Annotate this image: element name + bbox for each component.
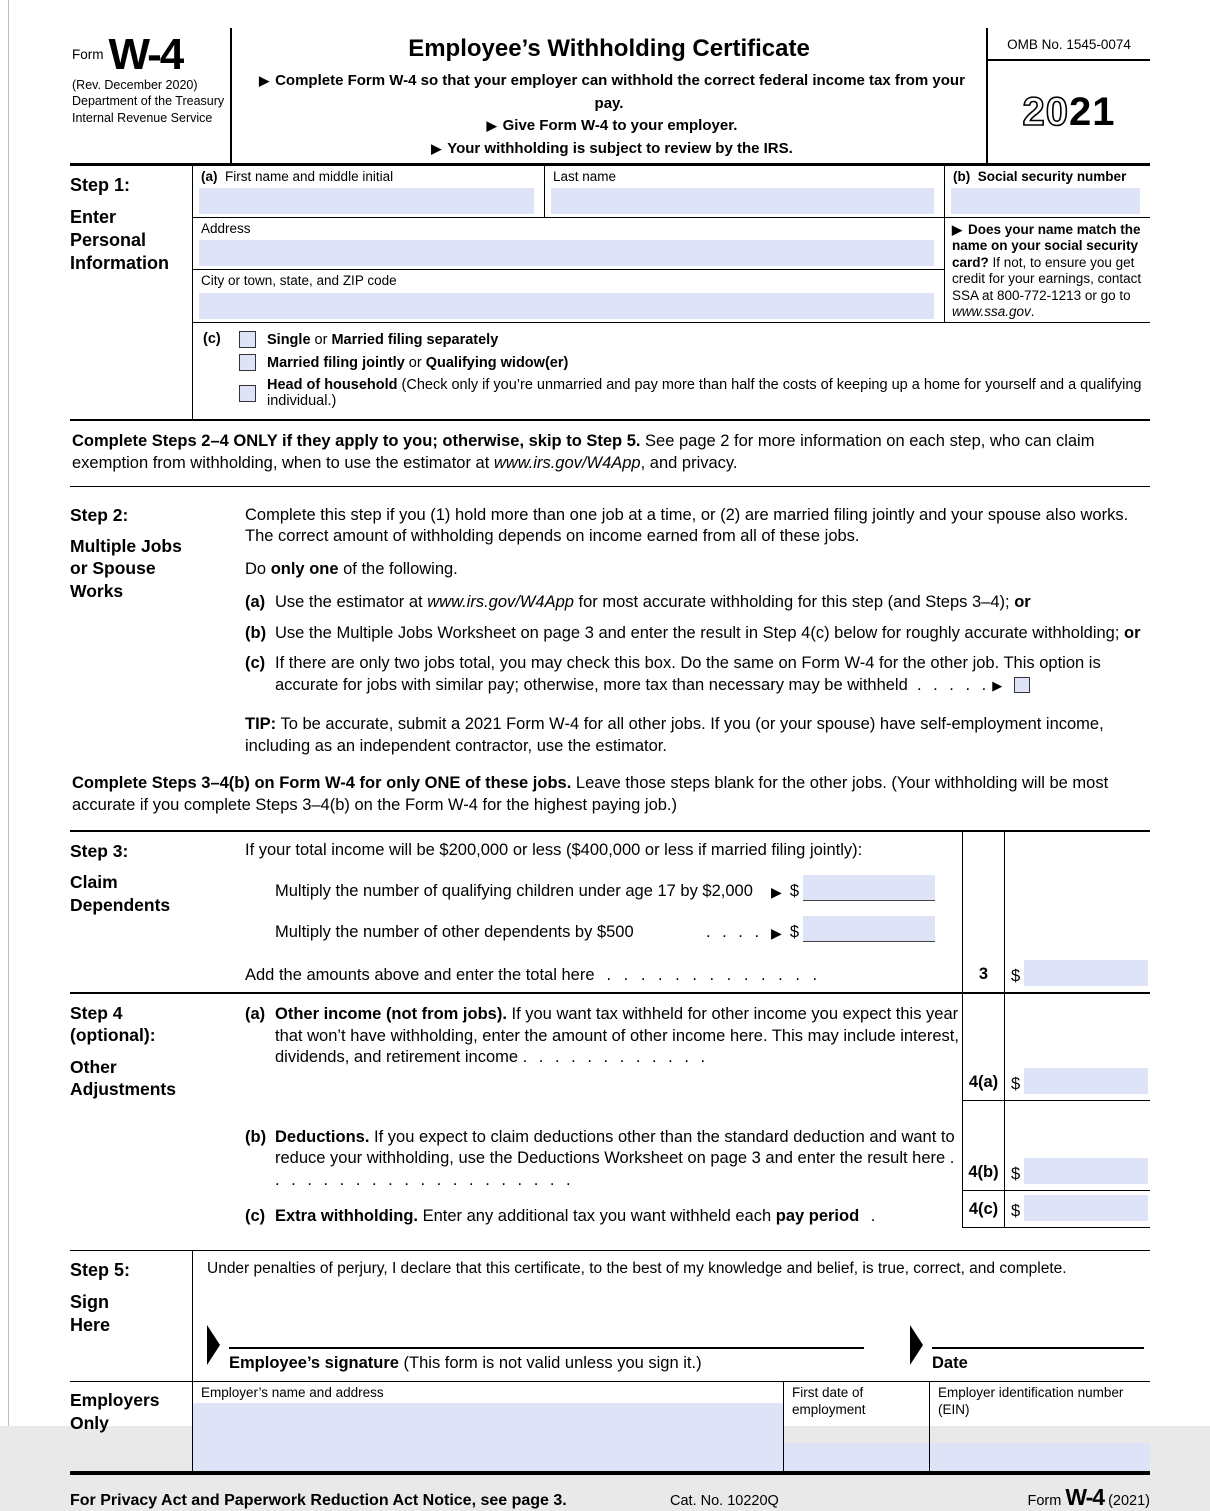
catalog-number: Cat. No. 10220Q xyxy=(670,1492,779,1509)
step3-intro: If your total income will be $200,000 or less ($400,000 or less if married filing jointly): xyxy=(245,840,863,859)
ssn-input[interactable] xyxy=(951,188,1140,214)
two-jobs-checkbox[interactable] xyxy=(1014,677,1030,693)
step5-section xyxy=(70,1250,1150,1381)
header-bullet-3: ▶ Your withholding is subject to review by the IRS. xyxy=(431,139,793,157)
form-identity-block xyxy=(70,28,230,163)
form-revision: (Rev. December 2020) xyxy=(72,78,198,92)
employer-name-address-input[interactable] xyxy=(193,1403,783,1471)
step2-item-a: (a) Use the estimator at www.irs.gov/W4App for most accurate withholding for this step (and Steps 3–4); or xyxy=(245,592,1031,611)
first-name-cell xyxy=(193,166,545,218)
ein-input[interactable] xyxy=(930,1443,1150,1471)
dollar-sign: $ xyxy=(1011,1074,1021,1093)
steps-2-4-notice: Complete Steps 2–4 ONLY if they apply to you; otherwise, skip to Step 5. See page 2 for more information on each step, who can claim exemption from withholding, when to use the estimator at www.irs.gov/W4App, and privacy. xyxy=(70,421,1150,487)
step5-subtitle: Sign Here xyxy=(70,1291,111,1336)
city-input[interactable] xyxy=(199,293,934,319)
ssn-match-note: ▶ Does your name match the name on your social security card? If not, to ensure you get credit for your earnings, contact SSA at 800-772-1213 or go to www.ssa.gov. xyxy=(944,218,1150,323)
arrow-right-icon: ▶ xyxy=(486,118,497,133)
dollar-sign: $ xyxy=(789,881,799,900)
perjury-declaration: Under penalties of perjury, I declare that this certificate, to the best of my knowledge and belief, is true, correct, and complete. xyxy=(207,1259,1067,1277)
step3-subtitle: Claim Dependents xyxy=(70,872,171,915)
steps-3-4b-notice: Complete Steps 3–4(b) on Form W-4 for only ONE of these jobs. Leave those steps blank for the other jobs. (Your withholding will be most accurate if you complete Steps 3–4(b) on the Form W-4 for the highest paying job.) xyxy=(70,767,1150,832)
step2-item-c: (c) If there are only two jobs total, you may check this box. Do the same on Form W-4 for the other job. This option is accurate for jobs with similar pay; otherwise, more tax than necessary may be withheld . . . . . ▶ xyxy=(245,654,1101,695)
ein-label: Employer identification number (EIN) xyxy=(938,1384,1124,1417)
step4-title: Step 4 (optional): xyxy=(70,1002,156,1046)
first-employment-date-input[interactable] xyxy=(784,1443,929,1471)
year-bold-digits: 21 xyxy=(1069,89,1116,134)
date-block xyxy=(932,1347,1144,1373)
signature-arrow-icon xyxy=(207,1325,220,1365)
arrow-right-icon: ▶ xyxy=(431,140,442,156)
step3-section xyxy=(70,832,1150,994)
single-checkbox[interactable] xyxy=(239,331,256,348)
line3-amount-cell xyxy=(1004,832,1150,992)
item-a-tag: (a) xyxy=(201,169,218,184)
step1-section xyxy=(70,166,1150,421)
step3-title: Step 3: xyxy=(70,840,129,861)
line4c-number: 4(c) xyxy=(962,1191,1004,1228)
employers-only-section xyxy=(70,1381,1150,1475)
date-arrow-icon xyxy=(910,1325,923,1365)
line4b-amount-cell xyxy=(1004,1101,1150,1192)
qualifying-children-amount-input[interactable] xyxy=(803,875,935,901)
address-label: Address xyxy=(201,221,251,236)
filing-option-head-of-household: Head of household (Check only if you’re unmarried and pay more than half the costs of keeping up a home for yourself and a qualifying individual.) xyxy=(239,377,1146,409)
step4-row-b: (b) Deductions. If you expect to claim deductions other than the standard deduction and want to reduce your withholding, use the Deductions Worksheet on page 3 and enter the result here . . . . . . . . . . . . . . . . . . . . 4(b) $ xyxy=(70,1101,1150,1192)
other-dependents-row: Multiply the number of other dependents by $500 . . . . ▶ $ xyxy=(275,916,935,942)
step4-row-a: Step 4 (optional): Other Adjustments (a) Other income (not from jobs). If you want tax withheld for other income you expect this year that won’t have withholding, enter the amount of other income here. This may include interest, dividends, and retirement income . . . . . . . . . . . . 4(a) $ xyxy=(70,994,1150,1101)
item-c-tag: (c) xyxy=(203,331,221,347)
city-label: City or town, state, and ZIP code xyxy=(201,273,397,288)
ssa-url: www.ssa.gov xyxy=(952,304,1031,320)
first-name-input[interactable] xyxy=(199,188,534,214)
step2-tip: TIP: To be accurate, submit a 2021 Form W-4 for all other jobs. If you (or your spouse) have self-employment income, including as an independent contractor, use the estimator. xyxy=(245,714,1104,755)
step2-title: Step 2: xyxy=(70,504,129,525)
arrow-right-icon: ▶ xyxy=(259,73,270,88)
line3-number: 3 xyxy=(962,832,1004,992)
signature-block: Employee’s signature (This form is not valid unless you sign it.) xyxy=(229,1347,864,1373)
ssn-label: Social security number xyxy=(977,169,1127,184)
extra-withholding-input[interactable] xyxy=(1024,1195,1148,1221)
total-credits-input[interactable] xyxy=(1024,960,1148,986)
step2-section xyxy=(70,487,1150,768)
step2-subtitle: Multiple Jobs or Spouse Works xyxy=(70,535,182,601)
filing-status-group xyxy=(193,323,1150,419)
first-name-label: First name and middle initial xyxy=(225,169,394,184)
step2-label xyxy=(70,496,245,758)
step4-row-c: (c) Extra withholding. Enter any additional tax you want withheld each pay period . 4(c) $ xyxy=(70,1191,1150,1228)
header-bullet-2: ▶ Give Form W-4 to your employer. xyxy=(486,117,738,134)
form-title: Employee’s Withholding Certificate xyxy=(408,35,810,62)
arrow-right-icon: ▶ xyxy=(992,678,1003,694)
step4-subtitle: Other Adjustments xyxy=(70,1056,176,1100)
omb-year-block xyxy=(986,28,1150,163)
head-of-household-checkbox[interactable] xyxy=(239,385,256,402)
line4a-amount-cell xyxy=(1004,994,1150,1101)
estimator-url: www.irs.gov/W4App xyxy=(427,592,574,611)
city-cell xyxy=(193,270,944,323)
form-header xyxy=(70,28,1150,166)
year-outline-digits: 20 xyxy=(1022,89,1069,134)
line4a-number: 4(a) xyxy=(962,994,1004,1101)
filing-option-single: Single or Married filing separately xyxy=(239,331,1146,348)
deductions-input[interactable] xyxy=(1024,1158,1148,1184)
step4-section xyxy=(70,994,1150,1228)
form-footer-id: Form W-4 (2021) xyxy=(1027,1483,1150,1510)
dollar-sign: $ xyxy=(1011,1165,1021,1184)
step5-title: Step 5: xyxy=(70,1259,131,1280)
arrow-right-icon: ▶ xyxy=(771,883,782,900)
page-edge-line xyxy=(8,0,9,1426)
first-date-label: First date of employment xyxy=(792,1384,866,1417)
privacy-act-notice: For Privacy Act and Paperwork Reduction Act Notice, see page 3. xyxy=(70,1491,567,1509)
dollar-sign: $ xyxy=(789,922,799,941)
other-income-input[interactable] xyxy=(1024,1068,1148,1094)
employers-only-label: Employers Only xyxy=(70,1389,160,1433)
agency-line: Internal Revenue Service xyxy=(72,110,213,125)
step1-title: Step 1: xyxy=(70,175,131,195)
filing-option-married-jointly: Married filing jointly or Qualifying widow(er) xyxy=(239,354,1146,371)
arrow-right-icon: ▶ xyxy=(952,222,962,237)
item-b-tag: (b) xyxy=(953,169,971,184)
last-name-label: Last name xyxy=(553,169,617,184)
step1-label xyxy=(70,166,192,419)
form-word: Form xyxy=(72,47,104,63)
step1-subtitle: Enter Personal Information xyxy=(70,207,169,274)
first-date-cell xyxy=(784,1382,930,1471)
dollar-sign: $ xyxy=(1011,1201,1021,1220)
omb-number: OMB No. 1545-0074 xyxy=(988,28,1150,61)
header-bullet-1: ▶ Complete Form W-4 so that your employer can withhold the correct federal income tax from your pay. xyxy=(259,72,965,112)
step5-label xyxy=(70,1251,192,1381)
step2-paragraph-1: Complete this step if you (1) hold more than one job at a time, or (2) are married filing jointly and your spouse also works. The correct amount of withholding depends on income earned from all of these jobs. xyxy=(245,505,1129,546)
step3-label xyxy=(70,832,245,992)
line4c-amount-cell xyxy=(1004,1191,1150,1228)
last-name-cell xyxy=(545,166,944,218)
other-dependents-amount-input[interactable] xyxy=(803,916,935,942)
address-cell xyxy=(193,218,944,270)
estimator-url: www.irs.gov/W4App xyxy=(493,453,641,472)
step2-paragraph-2: Do only one of the following. xyxy=(245,560,458,579)
qualifying-children-row: Multiply the number of qualifying children under age 17 by $2,000 ▶ $ xyxy=(275,875,935,901)
address-input[interactable] xyxy=(199,240,934,266)
page-footer xyxy=(70,1475,1150,1511)
dollar-sign: $ xyxy=(1011,966,1021,985)
date-label: Date xyxy=(932,1353,968,1372)
tax-year xyxy=(988,61,1150,163)
line4b-number: 4(b) xyxy=(962,1101,1004,1192)
married-jointly-checkbox[interactable] xyxy=(239,354,256,371)
form-number: W-4 xyxy=(108,30,183,79)
step2-item-b: (b) Use the Multiple Jobs Worksheet on page 3 and enter the result in Step 4(c) below for roughly accurate withholding; or xyxy=(245,623,1141,642)
ssn-cell xyxy=(944,166,1150,218)
last-name-input[interactable] xyxy=(551,188,934,214)
arrow-right-icon: ▶ xyxy=(771,924,782,941)
form-title-block xyxy=(230,28,986,163)
employer-name-label: Employer’s name and address xyxy=(201,1384,384,1400)
department-line: Department of the Treasury xyxy=(72,94,225,109)
ein-cell xyxy=(930,1382,1150,1471)
step3-total-row: Add the amounts above and enter the total here . . . . . . . . . . . . . xyxy=(245,965,818,984)
step4-label xyxy=(70,994,245,1101)
employer-name-cell xyxy=(193,1382,784,1471)
